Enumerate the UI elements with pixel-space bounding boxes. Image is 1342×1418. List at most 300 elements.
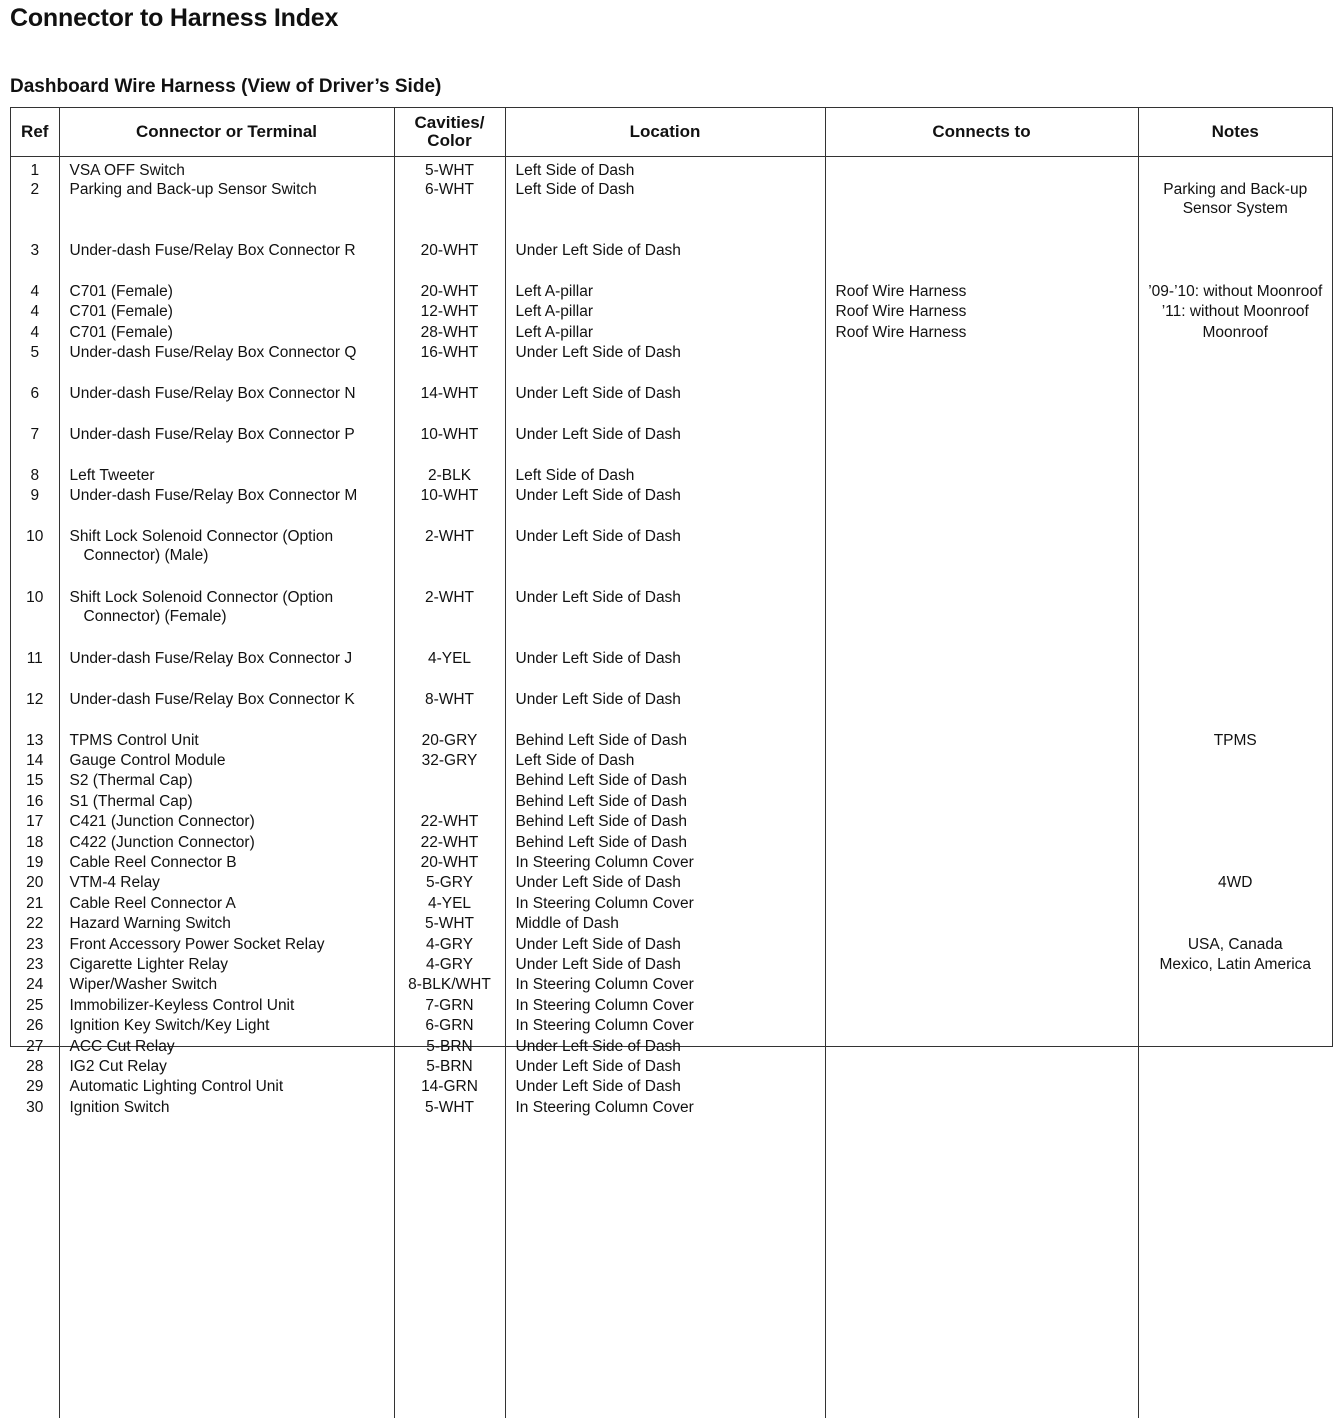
cell-notes: [1138, 180, 1332, 241]
cell-connector: [59, 486, 394, 527]
cell-location: Under Left Side of Dash: [505, 241, 825, 282]
connector-name: Hazard Warning Switch: [70, 914, 394, 933]
cell-notes: [1138, 935, 1332, 955]
connector-name: Under-dash Fuse/Relay Box Connector K: [70, 690, 394, 709]
cell-connects-to: [825, 955, 1138, 975]
cell-connects-to: [825, 180, 1138, 241]
cell-connects-to: [825, 1057, 1138, 1077]
column-header-connects-to: Connects to: [825, 108, 1138, 157]
cell-connector: [59, 690, 394, 731]
cell-ref: 10: [11, 527, 59, 588]
cell-connects-to: [825, 588, 1138, 649]
note-text: TPMS: [1139, 731, 1333, 750]
connector-name: Ignition Key Switch/Key Light: [70, 1016, 394, 1035]
cell-connector: [59, 853, 394, 873]
cell-connects-to: [825, 466, 1138, 486]
cell-connects-to: [825, 812, 1138, 832]
cell-cavities-color: 14-GRN: [394, 1077, 505, 1097]
cell-connector: [59, 771, 394, 791]
cell-connector: [59, 955, 394, 975]
table-row: [11, 751, 1332, 771]
cell-connector: [59, 649, 394, 690]
harness-table: [10, 107, 1333, 1047]
table-row: [11, 690, 1332, 731]
connector-name: IG2 Cut Relay: [70, 1057, 394, 1076]
cell-connects-to: [825, 914, 1138, 934]
connector-name: ACC Cut Relay: [70, 1037, 394, 1056]
filler-cell: [1138, 1118, 1332, 1418]
note-text: ’09-’10: without Moonroof: [1139, 282, 1333, 301]
cell-connects-to: [825, 873, 1138, 893]
connector-name-continued: Connector) (Male): [70, 546, 394, 565]
cell-connects-to: [825, 833, 1138, 853]
cell-cavities-color: 5-WHT: [394, 157, 505, 181]
table-row: [11, 833, 1332, 853]
cell-ref: 11: [11, 649, 59, 690]
column-header-cavities-line1: Cavities/: [395, 114, 505, 132]
column-header-cavities-line2: Color: [395, 132, 505, 150]
cell-cavities-color: 16-WHT: [394, 343, 505, 384]
connector-name: Under-dash Fuse/Relay Box Connector M: [70, 486, 394, 505]
table-row: [11, 731, 1332, 751]
cell-location: Under Left Side of Dash: [505, 527, 825, 588]
table-row: [11, 588, 1332, 649]
cell-cavities-color: 2-BLK: [394, 466, 505, 486]
cell-ref: 26: [11, 1016, 59, 1036]
connector-name: VTM-4 Relay: [70, 873, 394, 892]
cell-cavities-color: 8-BLK/WHT: [394, 975, 505, 995]
cell-ref: 8: [11, 466, 59, 486]
cell-cavities-color: 10-WHT: [394, 486, 505, 527]
cell-ref: 19: [11, 853, 59, 873]
cell-ref: 18: [11, 833, 59, 853]
connector-name: Automatic Lighting Control Unit: [70, 1077, 394, 1096]
cell-connector: [59, 873, 394, 893]
note-text: Moonroof: [1139, 323, 1333, 342]
cell-cavities-color: [394, 792, 505, 812]
cell-location: Left A-pillar: [505, 323, 825, 343]
cell-connector: [59, 527, 394, 588]
connector-name: Cable Reel Connector B: [70, 853, 394, 872]
cell-notes: [1138, 1016, 1332, 1036]
cell-cavities-color: 22-WHT: [394, 833, 505, 853]
cell-ref: 6: [11, 384, 59, 425]
cell-ref: 25: [11, 996, 59, 1016]
cell-location: Behind Left Side of Dash: [505, 731, 825, 751]
table-row: [11, 425, 1332, 466]
table-row: [11, 935, 1332, 955]
cell-notes: [1138, 914, 1332, 934]
cell-ref: 12: [11, 690, 59, 731]
cell-ref: 2: [11, 180, 59, 241]
cell-notes: [1138, 812, 1332, 832]
cell-connector: [59, 996, 394, 1016]
filler-cell: [825, 1118, 1138, 1418]
connector-name-continued: Connector) (Female): [70, 607, 394, 626]
connector-name: Parking and Back-up Sensor Switch: [70, 180, 394, 199]
table-row: [11, 955, 1332, 975]
table-row: [11, 466, 1332, 486]
cell-ref: 28: [11, 1057, 59, 1077]
cell-connects-to: [825, 649, 1138, 690]
cell-connector: [59, 1037, 394, 1057]
connector-table: [11, 108, 1332, 1418]
cell-cavities-color: 5-WHT: [394, 1098, 505, 1118]
cell-cavities-color: 28-WHT: [394, 323, 505, 343]
connector-name: Cable Reel Connector A: [70, 894, 394, 913]
connector-name: Left Tweeter: [70, 466, 394, 485]
cell-connector: [59, 302, 394, 322]
table-row: [11, 1037, 1332, 1057]
table-row: [11, 894, 1332, 914]
cell-cavities-color: 6-GRN: [394, 1016, 505, 1036]
table-row: [11, 914, 1332, 934]
connector-name: C421 (Junction Connector): [70, 812, 394, 831]
cell-connector: [59, 323, 394, 343]
cell-notes: [1138, 792, 1332, 812]
connector-name: Wiper/Washer Switch: [70, 975, 394, 994]
cell-connector: [59, 588, 394, 649]
cell-cavities-color: 5-GRY: [394, 873, 505, 893]
cell-ref: 4: [11, 323, 59, 343]
table-body: [11, 157, 1332, 1418]
cell-ref: 13: [11, 731, 59, 751]
column-header-connector: Connector or Terminal: [59, 108, 394, 157]
cell-connector: [59, 180, 394, 241]
page-title: Connector to Harness Index: [10, 4, 338, 33]
cell-cavities-color: 32-GRY: [394, 751, 505, 771]
cell-connector: [59, 833, 394, 853]
table-row: [11, 302, 1332, 322]
connector-name: Under-dash Fuse/Relay Box Connector N: [70, 384, 394, 403]
cell-location: Under Left Side of Dash: [505, 1077, 825, 1097]
table-row: [11, 323, 1332, 343]
column-header-ref: Ref: [11, 108, 59, 157]
cell-notes: [1138, 833, 1332, 853]
cell-notes: [1138, 751, 1332, 771]
cell-cavities-color: 7-GRN: [394, 996, 505, 1016]
section-title: Dashboard Wire Harness (View of Driver’s Side): [10, 76, 441, 98]
cell-ref: 30: [11, 1098, 59, 1118]
cell-notes: [1138, 731, 1332, 751]
cell-connects-to: [825, 731, 1138, 751]
cell-cavities-color: 14-WHT: [394, 384, 505, 425]
cell-connects-to: [825, 771, 1138, 791]
filler-cell: [59, 1118, 394, 1418]
connector-name: Ignition Switch: [70, 1098, 394, 1117]
connector-name: Under-dash Fuse/Relay Box Connector R: [70, 241, 394, 260]
table-row: [11, 649, 1332, 690]
cell-location: Under Left Side of Dash: [505, 935, 825, 955]
cell-connects-to: [825, 1037, 1138, 1057]
cell-cavities-color: 22-WHT: [394, 812, 505, 832]
cell-location: Under Left Side of Dash: [505, 384, 825, 425]
cell-connector: [59, 792, 394, 812]
cell-cavities-color: 20-WHT: [394, 282, 505, 302]
cell-notes: [1138, 1037, 1332, 1057]
cell-connects-to: Roof Wire Harness: [825, 282, 1138, 302]
cell-connector: [59, 384, 394, 425]
cell-notes: [1138, 975, 1332, 995]
cell-notes: [1138, 425, 1332, 466]
connector-name: C701 (Female): [70, 282, 394, 301]
table-filler-row: [11, 1118, 1332, 1418]
filler-cell: [11, 1118, 59, 1418]
cell-notes: [1138, 1057, 1332, 1077]
cell-ref: 10: [11, 588, 59, 649]
connector-name: Shift Lock Solenoid Connector (Option: [70, 588, 394, 607]
cell-notes: [1138, 384, 1332, 425]
column-header-location: Location: [505, 108, 825, 157]
cell-notes: [1138, 894, 1332, 914]
cell-notes: [1138, 486, 1332, 527]
cell-connector: [59, 731, 394, 751]
table-row: [11, 1016, 1332, 1036]
cell-ref: 4: [11, 302, 59, 322]
connector-name: TPMS Control Unit: [70, 731, 394, 750]
cell-location: In Steering Column Cover: [505, 853, 825, 873]
connector-name: Front Accessory Power Socket Relay: [70, 935, 394, 954]
cell-connects-to: [825, 343, 1138, 384]
cell-ref: 14: [11, 751, 59, 771]
cell-location: Under Left Side of Dash: [505, 1057, 825, 1077]
cell-cavities-color: 4-GRY: [394, 935, 505, 955]
connector-name: Under-dash Fuse/Relay Box Connector Q: [70, 343, 394, 362]
cell-location: Under Left Side of Dash: [505, 955, 825, 975]
column-header-cavities: [394, 108, 505, 157]
cell-notes: [1138, 649, 1332, 690]
cell-connects-to: [825, 792, 1138, 812]
cell-ref: 3: [11, 241, 59, 282]
cell-ref: 17: [11, 812, 59, 832]
connector-name: C422 (Junction Connector): [70, 833, 394, 852]
cell-cavities-color: 10-WHT: [394, 425, 505, 466]
cell-connects-to: [825, 1016, 1138, 1036]
cell-cavities-color: 5-BRN: [394, 1057, 505, 1077]
connector-name: Gauge Control Module: [70, 751, 394, 770]
cell-notes: [1138, 527, 1332, 588]
cell-location: Under Left Side of Dash: [505, 1037, 825, 1057]
note-text: 4WD: [1139, 873, 1333, 892]
note-text: USA, Canada: [1139, 935, 1333, 954]
table-row: [11, 873, 1332, 893]
connector-name: S2 (Thermal Cap): [70, 771, 394, 790]
cell-connector: [59, 751, 394, 771]
table-row: [11, 975, 1332, 995]
connector-name: VSA OFF Switch: [70, 161, 394, 180]
cell-notes: [1138, 282, 1332, 302]
cell-ref: 27: [11, 1037, 59, 1057]
cell-location: Under Left Side of Dash: [505, 690, 825, 731]
cell-notes: [1138, 323, 1332, 343]
cell-location: Left A-pillar: [505, 302, 825, 322]
cell-connects-to: [825, 241, 1138, 282]
cell-connects-to: [825, 527, 1138, 588]
table-row: [11, 241, 1332, 282]
cell-ref: 23: [11, 955, 59, 975]
cell-connector: [59, 1016, 394, 1036]
table-row: [11, 853, 1332, 873]
note-text: Parking and Back-up: [1139, 180, 1333, 199]
cell-cavities-color: 4-GRY: [394, 955, 505, 975]
cell-cavities-color: 8-WHT: [394, 690, 505, 731]
cell-location: Behind Left Side of Dash: [505, 812, 825, 832]
cell-connects-to: [825, 751, 1138, 771]
cell-location: Under Left Side of Dash: [505, 486, 825, 527]
cell-connects-to: [825, 425, 1138, 466]
connector-name: Under-dash Fuse/Relay Box Connector P: [70, 425, 394, 444]
cell-connects-to: [825, 894, 1138, 914]
cell-location: Left Side of Dash: [505, 157, 825, 181]
connector-name: Under-dash Fuse/Relay Box Connector J: [70, 649, 394, 668]
cell-connects-to: [825, 384, 1138, 425]
cell-connector: [59, 425, 394, 466]
table-row: [11, 527, 1332, 588]
table-row: [11, 996, 1332, 1016]
cell-connects-to: [825, 486, 1138, 527]
cell-connects-to: Roof Wire Harness: [825, 323, 1138, 343]
cell-connector: [59, 935, 394, 955]
cell-location: Under Left Side of Dash: [505, 588, 825, 649]
table-row: [11, 812, 1332, 832]
cell-notes: [1138, 690, 1332, 731]
cell-notes: [1138, 302, 1332, 322]
table-row: [11, 486, 1332, 527]
connector-name: C701 (Female): [70, 323, 394, 342]
cell-location: Under Left Side of Dash: [505, 873, 825, 893]
table-row: [11, 1098, 1332, 1118]
table-row: [11, 384, 1332, 425]
filler-cell: [394, 1118, 505, 1418]
cell-connects-to: [825, 975, 1138, 995]
cell-notes: [1138, 771, 1332, 791]
connector-name: S1 (Thermal Cap): [70, 792, 394, 811]
cell-location: Left Side of Dash: [505, 751, 825, 771]
cell-notes: [1138, 1098, 1332, 1118]
table-row: [11, 771, 1332, 791]
cell-cavities-color: 12-WHT: [394, 302, 505, 322]
cell-connector: [59, 343, 394, 384]
note-text: ’11: without Moonroof: [1139, 302, 1333, 321]
cell-connects-to: [825, 1077, 1138, 1097]
cell-notes: [1138, 853, 1332, 873]
cell-connects-to: [825, 996, 1138, 1016]
cell-cavities-color: 20-WHT: [394, 241, 505, 282]
cell-connector: [59, 466, 394, 486]
connector-name: Cigarette Lighter Relay: [70, 955, 394, 974]
cell-notes: [1138, 466, 1332, 486]
cell-location: Under Left Side of Dash: [505, 425, 825, 466]
cell-cavities-color: 6-WHT: [394, 180, 505, 241]
connector-name: Shift Lock Solenoid Connector (Option: [70, 527, 394, 546]
cell-location: In Steering Column Cover: [505, 975, 825, 995]
table-row: [11, 792, 1332, 812]
cell-notes: [1138, 241, 1332, 282]
cell-ref: 24: [11, 975, 59, 995]
cell-connector: [59, 1077, 394, 1097]
cell-location: Under Left Side of Dash: [505, 343, 825, 384]
cell-cavities-color: 4-YEL: [394, 649, 505, 690]
cell-connects-to: [825, 1098, 1138, 1118]
cell-ref: 1: [11, 157, 59, 181]
cell-cavities-color: 5-WHT: [394, 914, 505, 934]
column-header-notes: Notes: [1138, 108, 1332, 157]
cell-cavities-color: 20-WHT: [394, 853, 505, 873]
connector-name: Immobilizer-Keyless Control Unit: [70, 996, 394, 1015]
table-row: [11, 1077, 1332, 1097]
cell-notes: [1138, 955, 1332, 975]
note-text: Mexico, Latin America: [1139, 955, 1333, 974]
cell-ref: 5: [11, 343, 59, 384]
cell-ref: 29: [11, 1077, 59, 1097]
cell-location: In Steering Column Cover: [505, 1016, 825, 1036]
cell-connector: [59, 914, 394, 934]
cell-notes: [1138, 157, 1332, 181]
cell-ref: 4: [11, 282, 59, 302]
cell-notes: [1138, 588, 1332, 649]
cell-cavities-color: 2-WHT: [394, 588, 505, 649]
cell-connector: [59, 812, 394, 832]
cell-ref: 7: [11, 425, 59, 466]
cell-ref: 21: [11, 894, 59, 914]
cell-notes: [1138, 343, 1332, 384]
cell-connector: [59, 157, 394, 181]
cell-ref: 15: [11, 771, 59, 791]
cell-connects-to: [825, 853, 1138, 873]
cell-connector: [59, 894, 394, 914]
cell-location: Behind Left Side of Dash: [505, 792, 825, 812]
cell-location: Behind Left Side of Dash: [505, 833, 825, 853]
cell-ref: 22: [11, 914, 59, 934]
cell-cavities-color: 4-YEL: [394, 894, 505, 914]
note-text-continued: Sensor System: [1139, 199, 1333, 218]
cell-cavities-color: 20-GRY: [394, 731, 505, 751]
cell-location: Under Left Side of Dash: [505, 649, 825, 690]
cell-notes: [1138, 873, 1332, 893]
connector-name: C701 (Female): [70, 302, 394, 321]
cell-connects-to: [825, 157, 1138, 181]
cell-ref: 16: [11, 792, 59, 812]
cell-ref: 9: [11, 486, 59, 527]
table-row: [11, 1057, 1332, 1077]
cell-notes: [1138, 1077, 1332, 1097]
cell-cavities-color: [394, 771, 505, 791]
table-row: [11, 157, 1332, 181]
cell-location: Middle of Dash: [505, 914, 825, 934]
cell-connector: [59, 1057, 394, 1077]
cell-connects-to: [825, 935, 1138, 955]
table-row: [11, 180, 1332, 241]
table-row: [11, 343, 1332, 384]
cell-location: Left A-pillar: [505, 282, 825, 302]
cell-location: Behind Left Side of Dash: [505, 771, 825, 791]
cell-ref: 20: [11, 873, 59, 893]
cell-ref: 23: [11, 935, 59, 955]
table-header-row: [11, 108, 1332, 157]
table-row: [11, 282, 1332, 302]
cell-location: Left Side of Dash: [505, 466, 825, 486]
cell-connector: [59, 241, 394, 282]
cell-cavities-color: 5-BRN: [394, 1037, 505, 1057]
cell-connects-to: Roof Wire Harness: [825, 302, 1138, 322]
filler-cell: [505, 1118, 825, 1418]
cell-location: In Steering Column Cover: [505, 1098, 825, 1118]
cell-notes: [1138, 996, 1332, 1016]
cell-connector: [59, 282, 394, 302]
cell-location: In Steering Column Cover: [505, 996, 825, 1016]
cell-connector: [59, 975, 394, 995]
cell-location: In Steering Column Cover: [505, 894, 825, 914]
